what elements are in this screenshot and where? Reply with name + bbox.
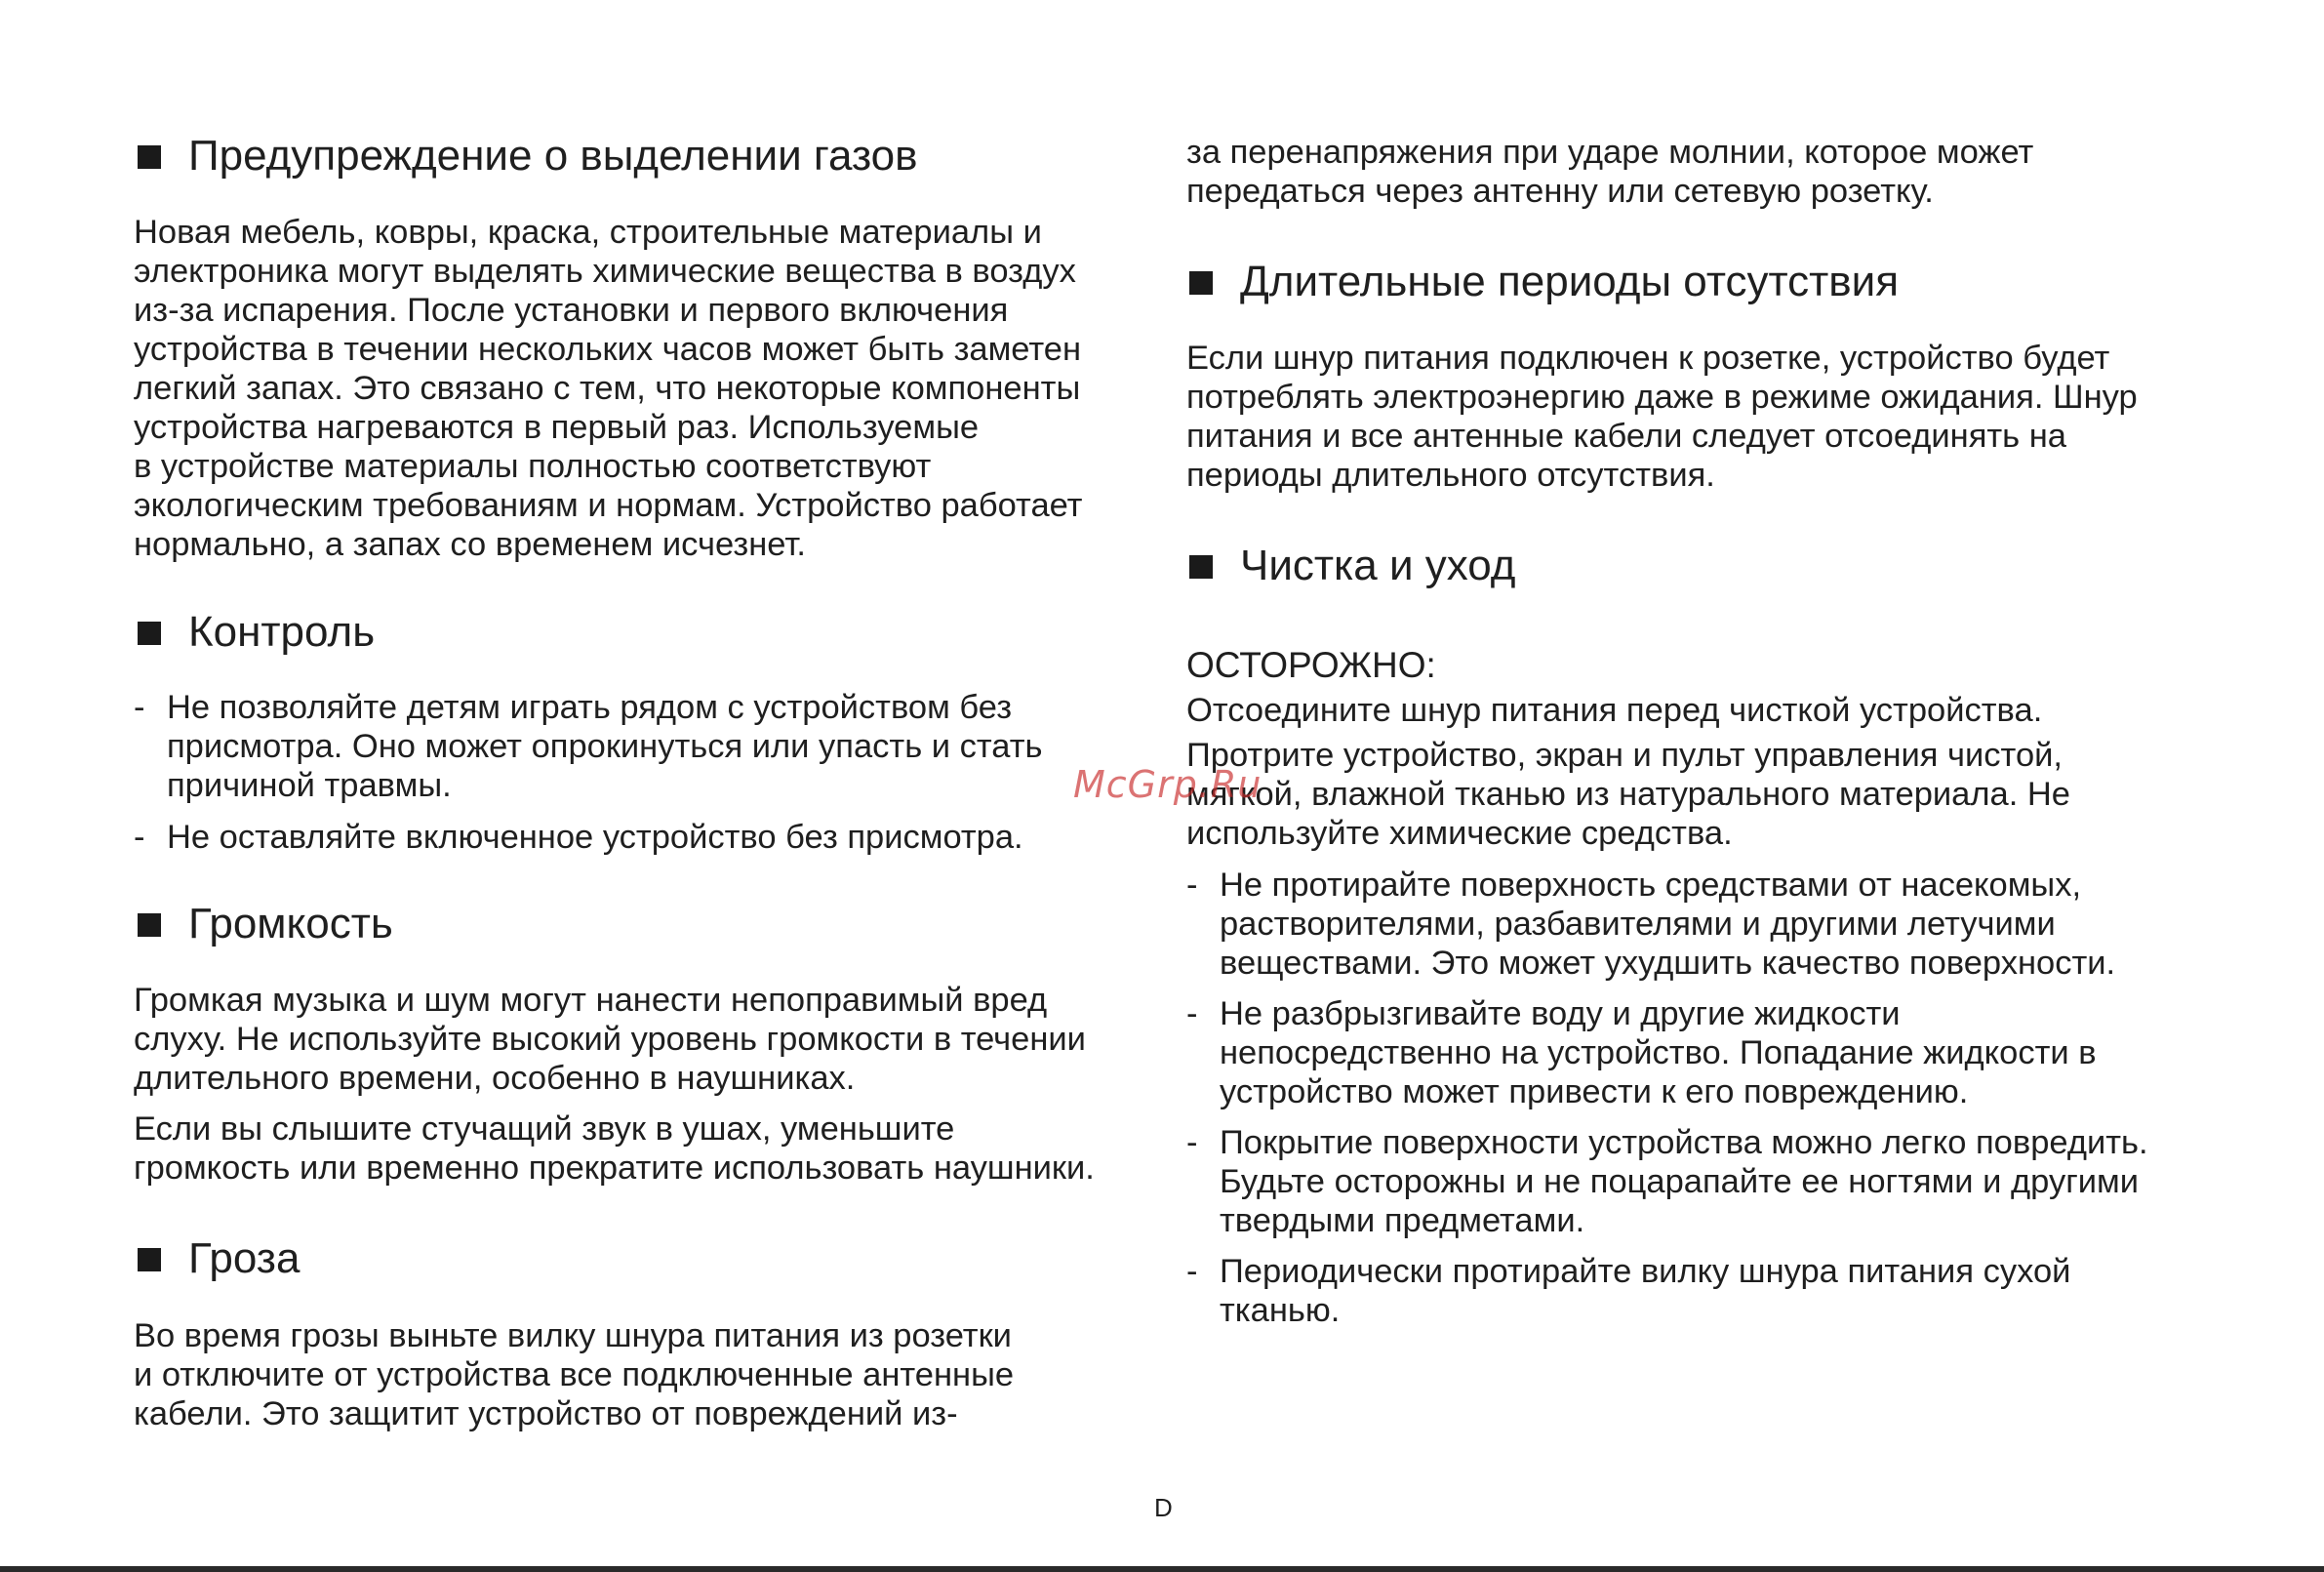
- text-line: Во время грозы выньте вилку шнура питания из розетки: [134, 1317, 1012, 1354]
- text-line: непосредственно на устройство. Попадание жидкости в: [1220, 1034, 2097, 1071]
- text-line: Если шнур питания подключен к розетке, устройство будет: [1186, 340, 2110, 377]
- text-line: устройства в течении нескольких часов может быть заметен: [134, 331, 1082, 368]
- text-line: Громкая музыка и шум могут нанести непоправимый вред: [134, 982, 1048, 1019]
- list-dash: -: [1186, 995, 1198, 1032]
- text-line: растворителями, разбавителями и другими летучими: [1220, 906, 2056, 943]
- cleaning-paragraph: [1186, 736, 2070, 853]
- text-line: за перенапряжения при ударе молнии, которое может: [1186, 134, 2034, 171]
- text-line: используйте химические средства.: [1186, 815, 1733, 852]
- section-bullet-icon: [138, 145, 161, 169]
- page-label: D: [1154, 1493, 1173, 1522]
- text-line: длительного времени, особенно в наушниках.: [134, 1060, 856, 1097]
- text-line: из-за испарения. После установки и первого включения: [134, 292, 1009, 329]
- text-line: Не протирайте поверхность средствами от насекомых,: [1220, 867, 2082, 904]
- section-bullet-icon: [138, 913, 161, 937]
- list-dash: -: [134, 689, 145, 726]
- section-bullet-icon: [138, 1248, 161, 1271]
- text-line: слуху. Не используйте высокий уровень громкости в течении: [134, 1021, 1086, 1058]
- text-line: электроника могут выделять химические вещества в воздух: [134, 253, 1076, 290]
- heading-control: Контроль: [188, 608, 376, 656]
- text-line: тканью.: [1220, 1292, 1341, 1329]
- text-line: передаться через антенну или сетевую розетку.: [1186, 173, 1934, 210]
- text-line: Покрытие поверхности устройства можно легко повредить.: [1220, 1124, 2148, 1161]
- text-line: устройства нагреваются в первый раз. Используемые: [134, 409, 980, 446]
- cleaning-unplug-line: [1186, 691, 2042, 730]
- section-bullet-icon: [1189, 271, 1213, 295]
- text-line: твердыми предметами.: [1220, 1202, 1585, 1239]
- heading-cleaning: Чистка и уход: [1240, 542, 1516, 589]
- text-line: Отсоедините шнур питания перед чисткой устройства.: [1186, 692, 2043, 729]
- text-line: веществами. Это может ухудшить качество поверхности.: [1220, 945, 2116, 982]
- heading-gas-warning: Предупреждение о выделении газов: [188, 132, 918, 180]
- text-line: присмотра. Оно может опрокинуться или упасть и стать: [167, 728, 1043, 765]
- list-dash: -: [134, 819, 145, 856]
- thunderstorm-paragraph: [134, 1316, 1014, 1433]
- heading-long-absence: Длительные периоды отсутствия: [1240, 258, 1900, 305]
- list-dash: -: [1186, 867, 1198, 904]
- volume-paragraph-1: [134, 981, 1086, 1098]
- text-line: громкость или временно прекратите использовать наушники.: [134, 1149, 1095, 1187]
- text-line: Не разбрызгивайте воду и другие жидкости: [1220, 995, 1901, 1032]
- watermark: McGrp.Ru: [1073, 763, 1262, 806]
- text-line: Если вы слышите стучащий звук в ушах, уменьшите: [134, 1110, 955, 1148]
- text-line: в устройстве материалы полностью соответствуют: [134, 448, 932, 485]
- text-line: и отключите от устройства все подключенные антенные: [134, 1356, 1015, 1393]
- text-line: Протрите устройство, экран и пульт управления чистой,: [1186, 737, 2064, 774]
- volume-paragraph-2: [134, 1109, 1095, 1188]
- gas-warning-paragraph: [134, 213, 1083, 564]
- list-dash: -: [1186, 1124, 1198, 1161]
- text-line: питания и все антенные кабели следует отсоединять на: [1186, 418, 2066, 455]
- heading-volume: Громкость: [188, 900, 393, 947]
- text-line: Периодически протирайте вилку шнура питания сухой: [1220, 1253, 2071, 1290]
- text-line: Будьте осторожны и не поцарапайте ее ногтями и другими: [1220, 1163, 2140, 1200]
- caution-label: ОСТОРОЖНО:: [1186, 645, 1436, 685]
- text-line: потреблять электроэнергию даже в режиме ожидания. Шнур: [1186, 379, 2138, 416]
- text-line: Не позволяйте детям играть рядом с устройством без: [167, 689, 1013, 726]
- text-line: причиной травмы.: [167, 767, 452, 804]
- bottom-rule: [0, 1566, 2324, 1572]
- list-dash: -: [1186, 1253, 1198, 1290]
- text-line: устройство может привести к его повреждению.: [1220, 1073, 1969, 1110]
- text-line: Новая мебель, ковры, краска, строительные материалы и: [134, 214, 1042, 251]
- text-line: кабели. Это защитит устройство от повреждений из-: [134, 1395, 958, 1432]
- absence-paragraph: [1186, 339, 2138, 495]
- section-bullet-icon: [1189, 555, 1213, 579]
- text-line: экологическим требованиям и нормам. Устройство работает: [134, 487, 1083, 524]
- text-line: нормально, а запах со временем исчезнет.: [134, 526, 806, 563]
- text-line: легкий запах. Это связано с тем, что некоторые компоненты: [134, 370, 1081, 407]
- text-line: Не оставляйте включенное устройство без присмотра.: [167, 819, 1023, 856]
- thunderstorm-continuation: [1186, 133, 2033, 211]
- section-bullet-icon: [138, 622, 161, 645]
- text-line: мягкой, влажной тканью из натурального материала. Не: [1186, 776, 2070, 813]
- text-line: периоды длительного отсутствия.: [1186, 457, 1715, 494]
- heading-thunderstorm: Гроза: [188, 1234, 301, 1282]
